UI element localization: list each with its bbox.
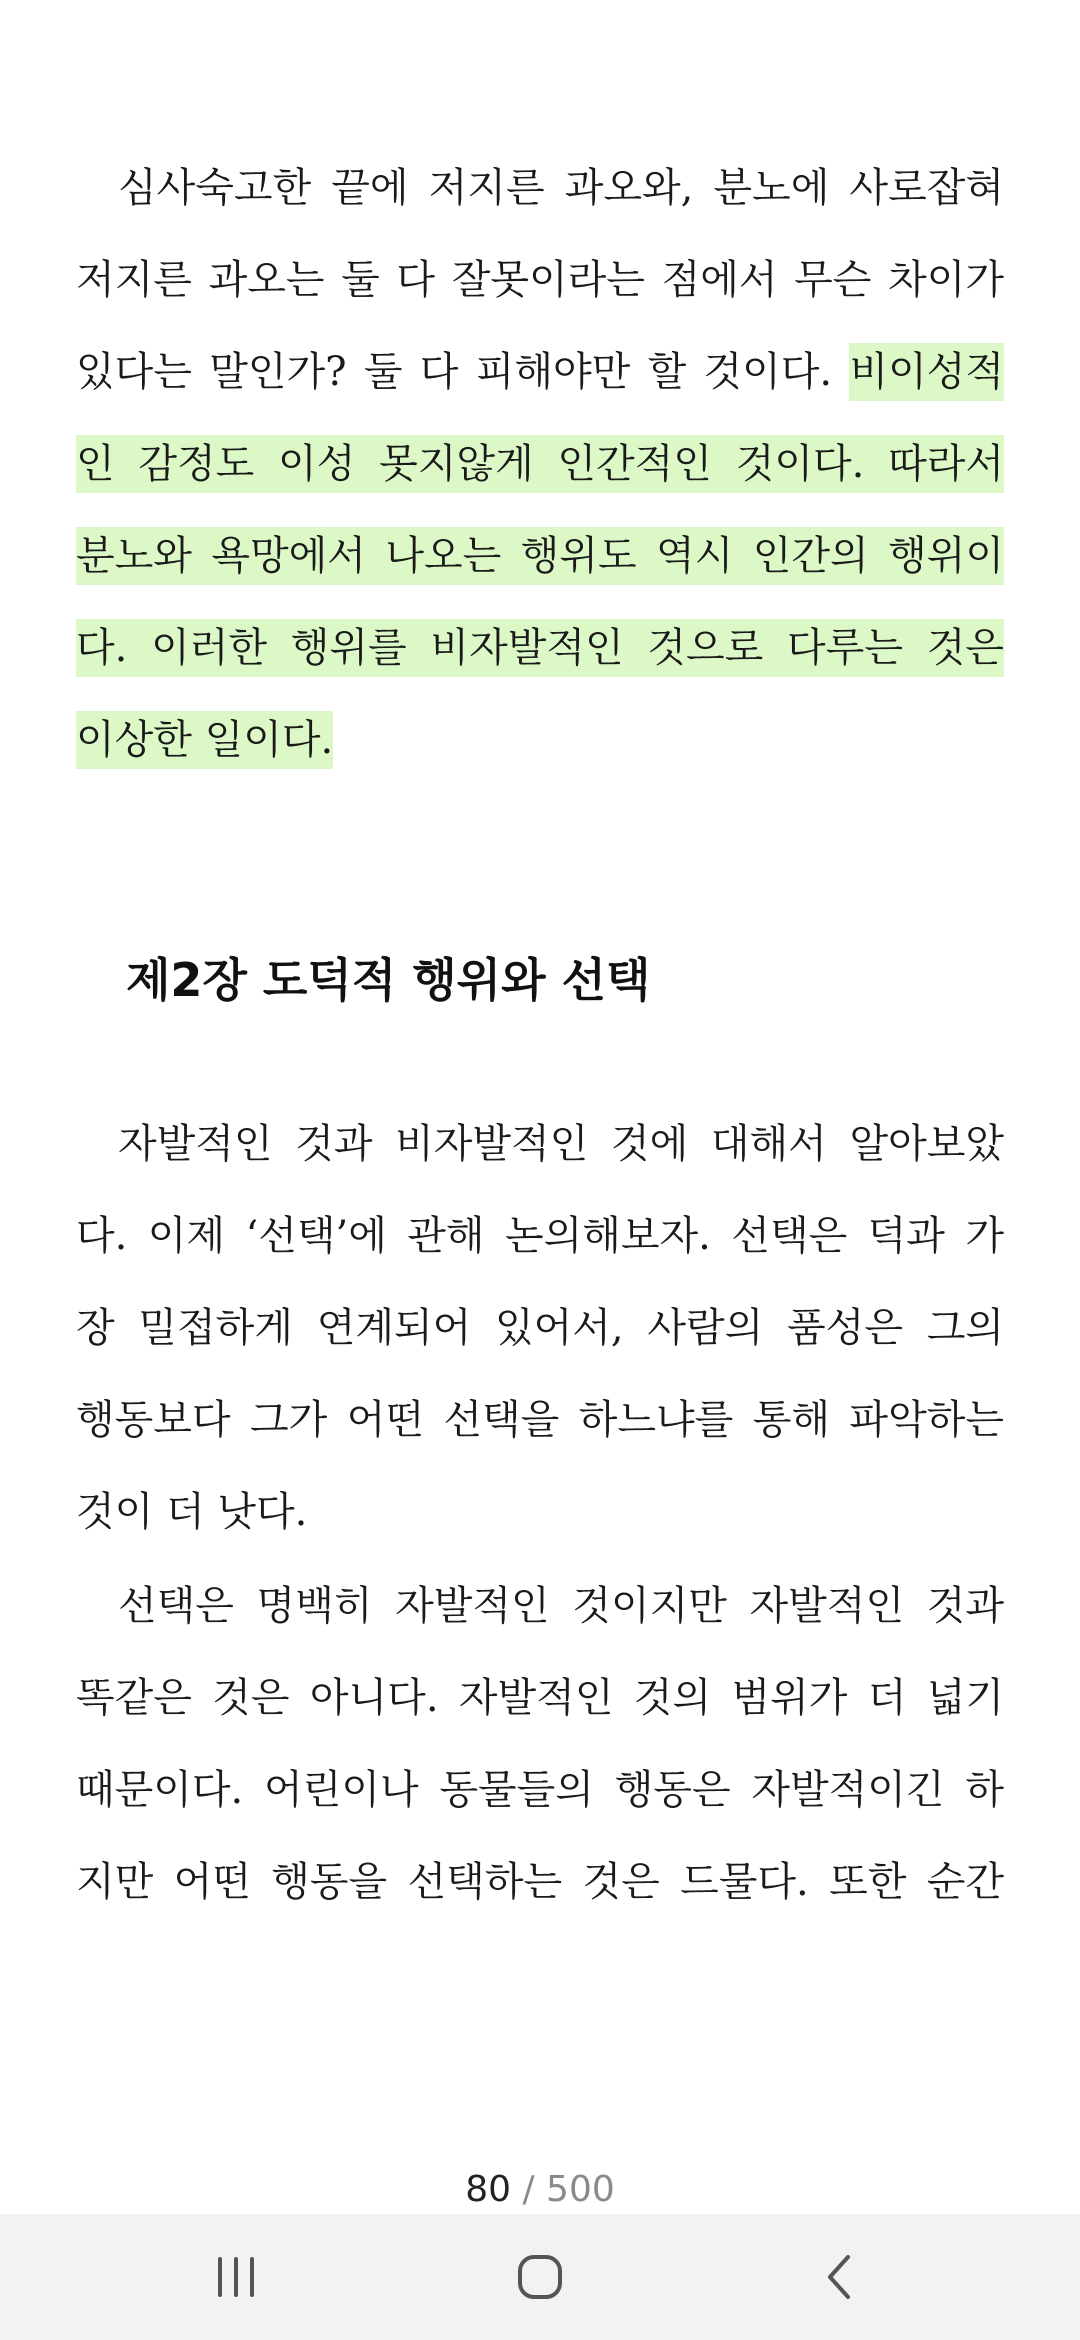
- total-pages: 500: [546, 2169, 615, 2210]
- text-line: 저지른 과오는 둘 다 잘못이라는 점에서 무슨 차이가: [76, 257, 1004, 303]
- text-line: 심사숙고한 끝에 저지른 과오와, 분노에 사로잡혀: [118, 165, 1004, 211]
- text-line: 때문이다. 어린이나 동물들의 행동은 자발적이긴 하: [76, 1767, 1004, 1813]
- text-line: [76, 710, 1004, 770]
- recent-apps-icon: [206, 2247, 266, 2307]
- text-segment: 있다는 말인가? 둘 다 피해야만 할 것이다.: [76, 349, 850, 395]
- chapter-heading: 제2장 도덕적 행위와 선택: [126, 953, 651, 1007]
- text-line: 자발적인 것과 비자발적인 것에 대해서 알아보았: [118, 1121, 1004, 1167]
- text-line: 지만 어떤 행동을 선택하는 것은 드물다. 또한 순간: [76, 1859, 1004, 1905]
- recent-apps-button[interactable]: [136, 2214, 336, 2340]
- highlighted-text[interactable]: 분노와 욕망에서 나오는 행위도 역시 인간의 행위이: [76, 527, 1004, 585]
- highlighted-text[interactable]: 이상한 일이다.: [76, 711, 333, 769]
- text-line: 똑같은 것은 아니다. 자발적인 것의 범위가 더 넓기: [76, 1675, 1004, 1721]
- back-icon: [810, 2247, 870, 2307]
- text-line: [76, 618, 1004, 678]
- current-page: 80: [465, 2169, 512, 2210]
- text-line: 선택은 명백히 자발적인 것이지만 자발적인 것과: [118, 1583, 1004, 1629]
- text-line: [76, 342, 1004, 402]
- text-line: [76, 526, 1004, 586]
- text-line: [76, 434, 1004, 494]
- text-line: 장 밀접하게 연계되어 있어서, 사람의 품성은 그의: [76, 1305, 1004, 1351]
- home-icon: [510, 2247, 570, 2307]
- home-button[interactable]: [440, 2214, 640, 2340]
- back-button[interactable]: [740, 2214, 940, 2340]
- page-indicator[interactable]: [0, 2162, 1080, 2218]
- page-separator: /: [511, 2169, 547, 2210]
- highlighted-text[interactable]: 다. 이러한 행위를 비자발적인 것으로 다루는 것은: [76, 619, 1004, 677]
- text-line: 행동보다 그가 어떤 선택을 하느냐를 통해 파악하는: [76, 1397, 1004, 1443]
- highlighted-text[interactable]: 인 감정도 이성 못지않게 인간적인 것이다. 따라서: [76, 435, 1004, 493]
- text-line: 것이 더 낫다.: [76, 1489, 308, 1535]
- highlighted-text[interactable]: 비이성적: [849, 343, 1004, 401]
- reader-page[interactable]: [76, 0, 1004, 2210]
- text-line: 다. 이제 ‘선택’에 관해 논의해보자. 선택은 덕과 가: [76, 1213, 1004, 1259]
- navigation-bar: [0, 2214, 1080, 2340]
